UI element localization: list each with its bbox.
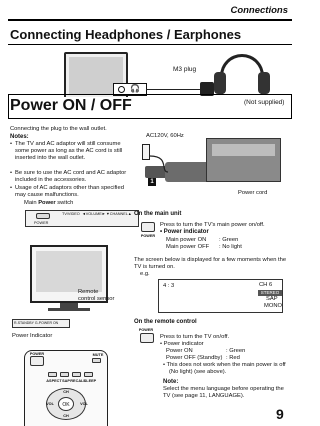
headphone-symbol-icon: 🎧: [130, 84, 140, 93]
main-unit-power-button-icon: [141, 222, 155, 232]
remote-caveat: • This does not work when the main power is off: [163, 362, 286, 368]
main-unit-row-value: : Green: [219, 237, 239, 243]
note-item: • The TV and AC adaptor will still consume some power as long as the AC cord is still inserted into the wall outlet.: [15, 141, 133, 163]
strip-label-power: POWER: [34, 221, 49, 225]
osd-sap: SAP: [266, 296, 278, 302]
main-unit-power-label: POWER: [140, 234, 156, 238]
note-item: • Usage of AC adaptors other than specified may cause malfunctions.: [15, 185, 133, 199]
tv-rear-connector-icon: [212, 144, 275, 156]
remote-control-heading: On the remote control: [134, 319, 197, 325]
strip-label-volume: ◄VOLUME►: [82, 212, 106, 216]
remote-row-label: Power OFF (Standby): [166, 355, 223, 361]
remote-ch-down-label: CH: [63, 414, 69, 418]
main-power-switch-label: Main Power switch: [24, 200, 74, 206]
remote-sap-button[interactable]: [60, 372, 69, 377]
remote-aspect-button[interactable]: [48, 372, 57, 377]
remote-row-value: : Red: [226, 355, 240, 361]
remote-vol-down-label: VOL: [46, 402, 54, 406]
remote-vol-up-label: VOL: [80, 402, 88, 406]
power-indicator-label: Power Indicator: [12, 333, 53, 339]
headphone-cup-left: [214, 72, 226, 94]
not-supplied-note: (Not supplied): [244, 99, 285, 106]
headphones-title-rule: [8, 44, 292, 45]
main-power-button[interactable]: [36, 213, 50, 219]
note-item: • Be sure to use the AC cord and AC adaptor included in the accessories.: [15, 170, 133, 184]
remote-ok-button[interactable]: OK: [58, 397, 74, 411]
remote-section-power-icon: [140, 333, 154, 343]
remote-row-label: Power ON: [166, 348, 193, 354]
remote-row-value: : Green: [226, 348, 246, 354]
plug-label: M3 plug: [173, 66, 197, 73]
header-rule: [8, 19, 292, 21]
main-unit-row-value: : No light: [219, 244, 242, 250]
section-header: Connections: [230, 5, 288, 16]
remote-sensor-label: Remote control sensor: [78, 289, 115, 303]
osd-ratio: 4 : 3: [163, 283, 175, 289]
osd-stereo-badge: STEREO: [258, 290, 282, 296]
remote-power-key-label: POWER: [29, 352, 45, 356]
remote-sleep-label: SLEEP: [83, 379, 97, 383]
main-unit-row-label: Main power ON: [166, 237, 207, 243]
strip-label-tvvideo: TV/VIDEO: [62, 212, 80, 216]
headphones-title: Connecting Headphones / Earphones: [10, 27, 242, 42]
remote-ch-up-label: CH: [63, 390, 69, 394]
remote-aspect-label: ASPECT: [46, 379, 62, 383]
remote-recall-label: RECALL: [70, 379, 86, 383]
remote-sap-label: SAP: [62, 379, 70, 383]
strip-label-channel: ▼CHANNEL▲: [106, 212, 132, 216]
main-unit-indicator-title: • Power indicator: [160, 229, 209, 235]
notes-label: Notes:: [10, 134, 29, 140]
remote-note-label: Note:: [163, 379, 179, 385]
osd-mono: MONO: [264, 303, 283, 309]
screen-note-text: The screen below is displayed for a few moments when the TV is turned on.: [134, 257, 287, 271]
remote-sleep-button[interactable]: [84, 372, 93, 377]
remote-caveat-cont: (No light) (see above).: [169, 369, 227, 375]
remote-recall-button[interactable]: [72, 372, 81, 377]
headphone-jack-icon: [118, 86, 125, 93]
remote-note-text: Select the menu language before operating the TV (see page 11, LANGUAGE).: [163, 386, 284, 400]
headphone-cup-right: [258, 72, 270, 94]
power-cord-label: Power cord: [238, 190, 268, 196]
main-unit-row-label: Main power OFF: [166, 244, 210, 250]
page-number: 9: [276, 406, 284, 422]
remote-section-power-label: POWER: [138, 328, 154, 332]
ac-voltage-label: AC120V, 60Hz: [146, 133, 184, 139]
power-title: Power ON / OFF: [10, 97, 138, 115]
eg-label: e.g.: [140, 271, 150, 277]
indicator-strip-text: R-STANDBY G-POWER ON: [14, 321, 59, 325]
wall-outlet-icon: [142, 144, 150, 160]
tv-front-base: [48, 308, 90, 311]
remote-step: Press to turn the TV on/off.: [160, 334, 230, 340]
remote-indicator-title: • Power indicator: [160, 341, 204, 347]
main-unit-heading: On the main unit: [134, 211, 182, 217]
remote-mute-label: MUTE: [92, 353, 104, 357]
remote-mute-button[interactable]: [92, 358, 101, 363]
osd-channel: CH 6: [259, 282, 273, 288]
main-unit-step: Press to turn the TV's main power on/off.: [160, 222, 265, 228]
step-1-badge: 1: [148, 178, 156, 186]
remote-power-button[interactable]: [30, 356, 44, 366]
intro-text: Connecting the plug to the wall outlet.: [10, 126, 107, 132]
